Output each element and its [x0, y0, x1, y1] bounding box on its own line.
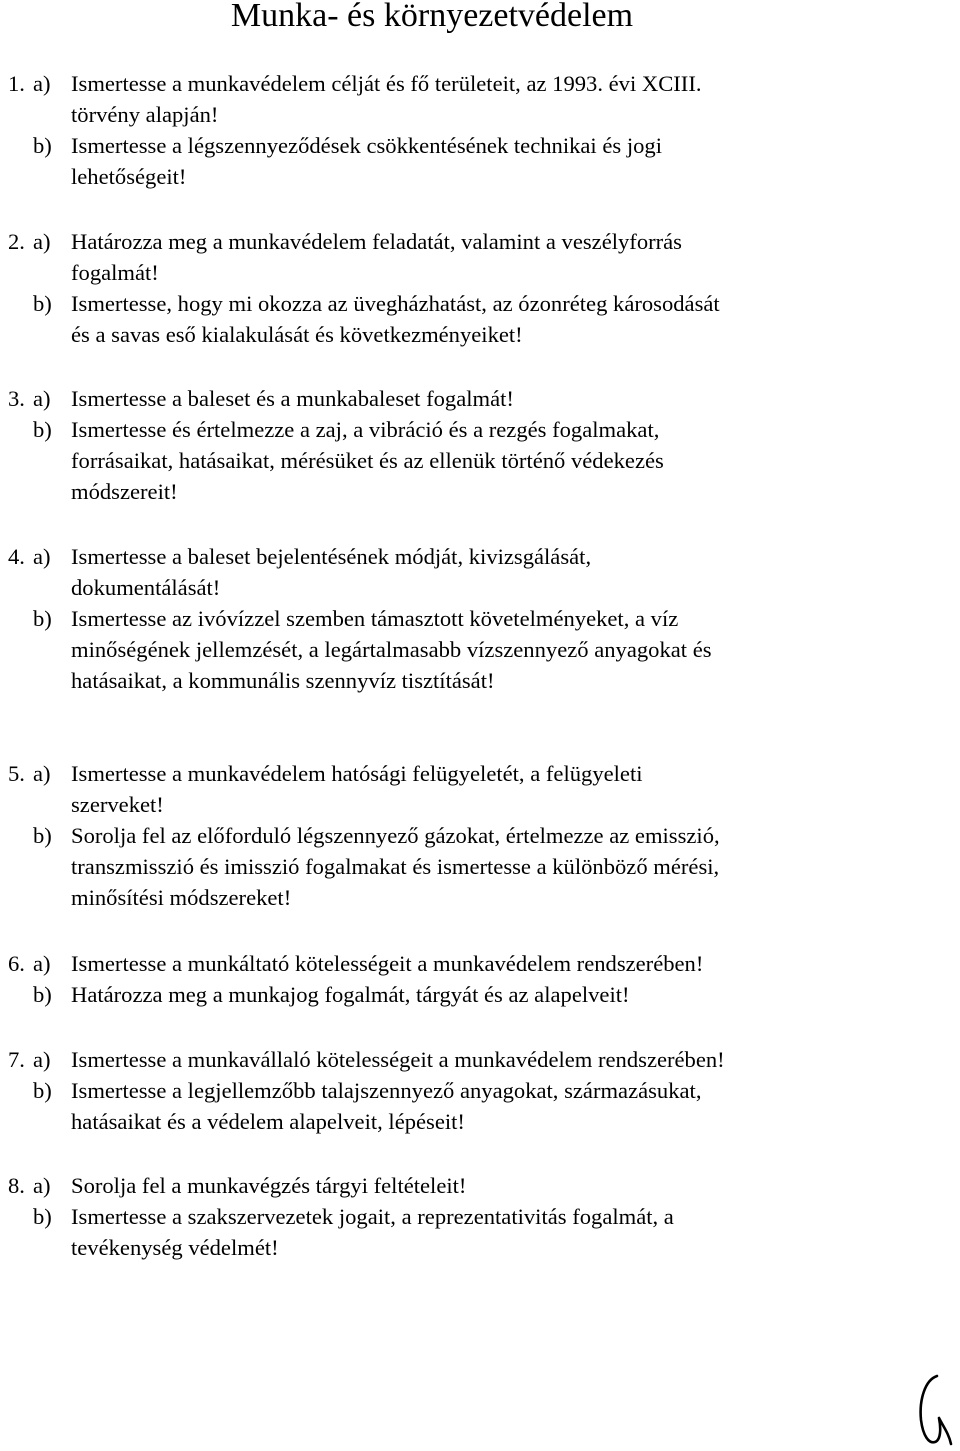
part-label: b) [33, 417, 52, 442]
part-text: Sorolja fel a munkavégzés tárgyi feltételeit! [71, 1173, 467, 1198]
part-text: Határozza meg a munkavédelem feladatát, valamint a veszélyforrás [71, 229, 682, 254]
part-label: a) [33, 951, 51, 976]
part-text: tevékenység védelmét! [71, 1235, 279, 1260]
part-label: b) [33, 1078, 52, 1103]
part-label: a) [33, 1173, 51, 1198]
part-text: minősítési módszereket! [71, 885, 292, 910]
part-text: Ismertesse a munkavédelem hatósági felügyeletét, a felügyeleti [71, 761, 643, 786]
part-text: Ismertesse a baleset bejelentésének módját, kivizsgálását, [71, 544, 592, 569]
part-text: Ismertesse a munkavállaló kötelességeit a munkavédelem rendszerében! [71, 1047, 725, 1072]
part-text: forrásaikat, hatásaikat, mérésüket és az ellenük történő védekezés [71, 448, 664, 473]
part-text: Ismertesse, hogy mi okozza az üvegházhatást, az ózonréteg károsodását [71, 291, 720, 316]
question-number: 2. [8, 229, 25, 254]
part-label: b) [33, 606, 52, 631]
part-label: b) [33, 823, 52, 848]
question-number: 6. [8, 951, 25, 976]
part-text: módszereit! [71, 479, 178, 504]
part-label: a) [33, 71, 51, 96]
part-text: Ismertesse a munkavédelem célját és fő területeit, az 1993. évi XCIII. [71, 71, 702, 96]
page-title: Munka- és környezetvédelem [230, 0, 634, 34]
part-text: törvény alapján! [71, 102, 219, 127]
part-text: Ismertesse a szakszervezetek jogait, a reprezentativitás fogalmát, a [71, 1204, 674, 1229]
part-text: transzmisszió és imisszió fogalmakat és ismertesse a különböző mérési, [71, 854, 720, 879]
part-text: dokumentálását! [71, 575, 221, 600]
part-text: Ismertesse a légszennyeződések csökkentésének technikai és jogi [71, 133, 662, 158]
part-text: Ismertesse és értelmezze a zaj, a vibráció és a rezgés fogalmakat, [71, 417, 660, 442]
part-text: fogalmát! [71, 260, 159, 285]
signature-mark [915, 1370, 955, 1450]
part-text: Határozza meg a munkajog fogalmát, tárgyát és az alapelveit! [71, 982, 630, 1007]
part-text: hatásaikat és a védelem alapelveit, lépéseit! [71, 1109, 465, 1134]
part-text: hatásaikat, a kommunális szennyvíz tisztítását! [71, 668, 495, 693]
part-label: b) [33, 982, 52, 1007]
part-label: a) [33, 544, 51, 569]
part-label: a) [33, 761, 51, 786]
part-text: minőségének jellemzését, a legártalmasabb vízszennyező anyagokat és [71, 637, 712, 662]
part-label: b) [33, 1204, 52, 1229]
question-number: 5. [8, 761, 25, 786]
question-number: 1. [8, 71, 25, 96]
part-label: a) [33, 386, 51, 411]
question-number: 4. [8, 544, 25, 569]
part-label: b) [33, 291, 52, 316]
part-label: b) [33, 133, 52, 158]
part-text: Ismertesse az ivóvízzel szemben támasztott követelményeket, a víz [71, 606, 679, 631]
question-number: 3. [8, 386, 25, 411]
part-text: Ismertesse a baleset és a munkabaleset fogalmát! [71, 386, 514, 411]
part-text: lehetőségeit! [71, 164, 187, 189]
part-text: Sorolja fel az előforduló légszennyező gázokat, értelmezze az emisszió, [71, 823, 720, 848]
question-number: 7. [8, 1047, 25, 1072]
part-label: a) [33, 229, 51, 254]
part-text: és a savas eső kialakulását és következményeiket! [71, 322, 523, 347]
question-number: 8. [8, 1173, 25, 1198]
part-text: Ismertesse a legjellemzőbb talajszennyező anyagokat, származásukat, [71, 1078, 702, 1103]
part-label: a) [33, 1047, 51, 1072]
part-text: Ismertesse a munkáltató kötelességeit a munkavédelem rendszerében! [71, 951, 704, 976]
part-text: szerveket! [71, 792, 164, 817]
